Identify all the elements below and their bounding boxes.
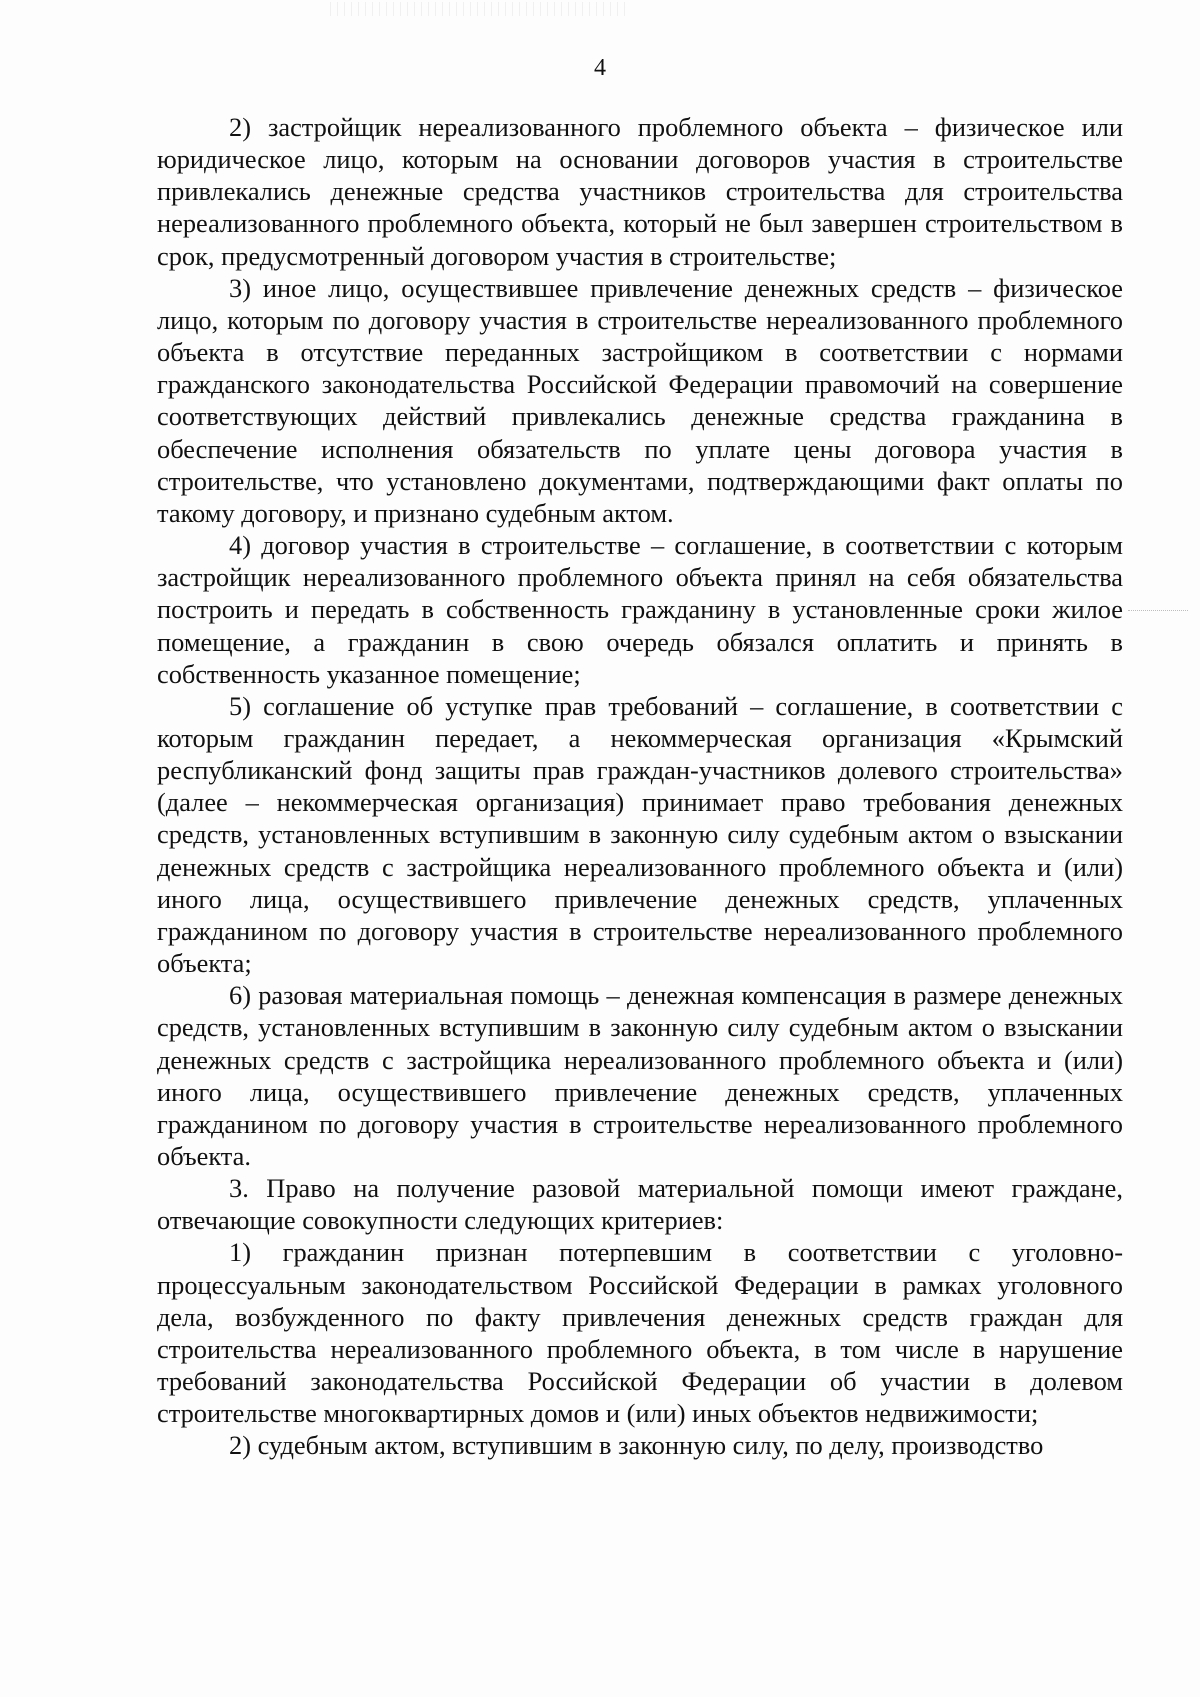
- paragraph-material-aid-definition: 6) разовая материальная помощь – денежная компенсация в размере денежных средств, установленных вступившим в законную силу судебным актом о взыскании денежных средств с застройщика нереализованного проблемного объекта и (или) иного лица, осуществившего привлечение денежных средств, уплаченных гражданином по договору участия в строительстве нереализованного проблемного объекта.: [157, 980, 1123, 1171]
- scan-artifact: [330, 2, 630, 16]
- paragraph-criterion-1: 1) гражданин признан потерпевшим в соответствии с уголовно-процессуальным законодательством Российской Федерации в рамках уголовного дела, возбужденного по факту привлечения денежных средств граждан для строительства нереализованного проблемного объекта, в том числе в нарушение требований законодательства Российской Федерации об участии в долевом строительстве многоквартирных домов и (или) иных объектов недвижимости;: [157, 1237, 1123, 1429]
- document-body: [157, 111, 1123, 1462]
- paragraph-participation-contract-definition: 4) договор участия в строительстве – соглашение, в соответствии с которым застройщик нереализованного проблемного объекта принял на себя обязательства построить и передать в собственность гражданину в установленные сроки жилое помещение, а гражданин в свою очередь обязался оплатить и принять в собственность указанное помещение;: [157, 530, 1123, 689]
- paragraph-other-person-definition: 3) иное лицо, осуществившее привлечение денежных средств – физическое лицо, которым по договору участия в строительстве нереализованного проблемного объекта в отсутствие переданных застройщиком в соответствии с нормами гражданского законодательства Российской Федерации правомочий на совершение соответствующих действий привлекались денежные средства гражданина в обеспечение исполнения обязательств по уплате цены договора участия в строительстве, что установлено документами, подтверждающими факт оплаты по такому договору, и признано судебным актом.: [157, 272, 1123, 528]
- paragraph-developer-definition: 2) застройщик нереализованного проблемного объекта – физическое или юридическое лицо, которым на основании договоров участия в строительстве привлекались денежные средства участников строительства для строительства нереализованного проблемного объекта, который не был завершен строительством в срок, предусмотренный договором участия в строительстве;: [157, 112, 1123, 271]
- scan-margin-mark: [1128, 610, 1188, 613]
- paragraph-assignment-agreement-definition: 5) соглашение об уступке прав требований – соглашение, в соответствии с которым гражданин передает, а некоммерческая организация «Крымский республиканский фонд защиты прав граждан-участников долевого строительства» (далее – некоммерческая организация) принимает право требования денежных средств, установленных вступившим в законную силу судебным актом о взыскании денежных средств с застройщика нереализованного проблемного объекта и (или) иного лица, осуществившего привлечение денежных средств, уплаченных гражданином по договору участия в строительстве нереализованного проблемного объекта;: [157, 690, 1123, 979]
- paragraph-criterion-2: 2) судебным актом, вступившим в законную силу, по делу, производство: [229, 1430, 1044, 1461]
- page-number: 4: [594, 55, 606, 81]
- paragraph-section-3-eligibility: 3. Право на получение разовой материальной помощи имеют граждане, отвечающие совокупности следующих критериев:: [157, 1173, 1123, 1236]
